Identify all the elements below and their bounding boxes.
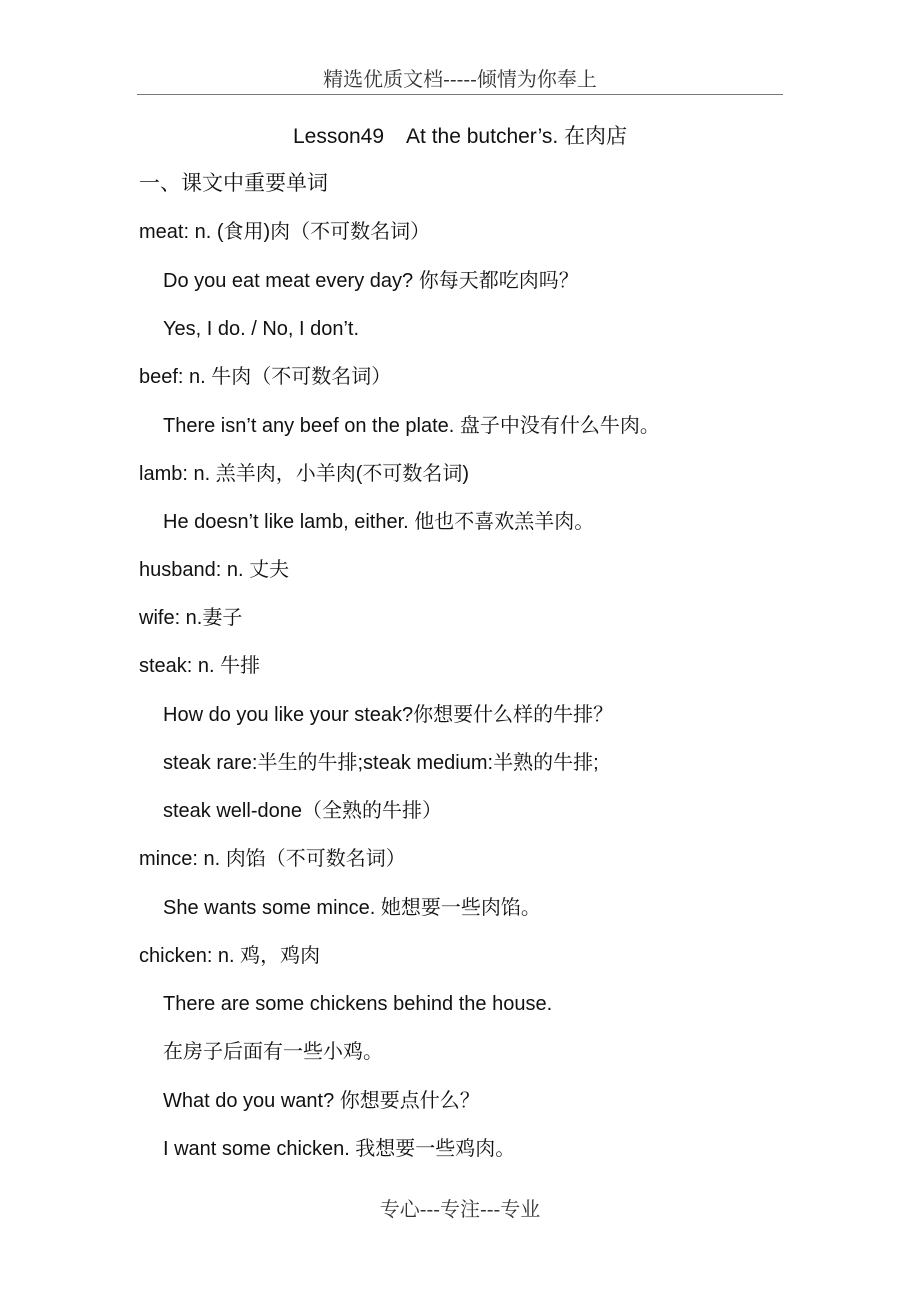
vocab-line: husband: n. 丈夫 xyxy=(139,559,290,581)
example-line: steak rare:半生的牛排;steak medium:半熟的牛排; xyxy=(163,752,599,774)
example-line: Do you eat meat every day? 你每天都吃肉吗？ xyxy=(163,270,579,292)
example-line: There isn’t any beef on the plate. 盘子中没有什么牛肉。 xyxy=(163,415,660,437)
example-line: 在房子后面有一些小鸡。 xyxy=(163,1041,383,1063)
example-line: steak well-done（全熟的牛排） xyxy=(163,800,442,822)
page-footer: 专心---专注---专业 xyxy=(379,1197,541,1221)
vocab-line: chicken: n. 鸡，鸡肉 xyxy=(139,945,321,967)
vocab-line: steak: n. 牛排 xyxy=(139,655,261,677)
example-line: How do you like your steak?你想要什么样的牛排？ xyxy=(163,704,614,726)
lesson-name: At the butcher’s. 在肉店 xyxy=(406,125,628,148)
example-line: Yes, I do. / No, I don’t. xyxy=(163,318,360,340)
vocab-line: wife: n.妻子 xyxy=(139,607,243,629)
vocab-line: mince: n. 肉馅（不可数名词） xyxy=(139,848,406,870)
section-heading: 一、课文中重要单词 xyxy=(139,172,328,195)
header-divider xyxy=(137,94,783,95)
example-line: There are some chickens behind the house. xyxy=(163,993,553,1015)
example-line: She wants some mince. 她想要一些肉馅。 xyxy=(163,897,541,919)
example-line: I want some chicken. 我想要一些鸡肉。 xyxy=(163,1138,516,1160)
page-header: 精选优质文档-----倾情为你奉上 xyxy=(323,67,597,91)
vocab-line: beef: n. 牛肉（不可数名词） xyxy=(139,366,392,388)
vocab-line: lamb: n. 羔羊肉，小羊肉(不可数名词) xyxy=(139,463,470,485)
example-line: What do you want? 你想要点什么？ xyxy=(163,1090,480,1112)
lesson-title xyxy=(0,123,920,151)
example-line: He doesn’t like lamb, either. 他也不喜欢羔羊肉。 xyxy=(163,511,595,533)
vocab-line: meat: n. (食用)肉（不可数名词） xyxy=(139,221,431,243)
lesson-number: Lesson49 xyxy=(292,125,385,148)
